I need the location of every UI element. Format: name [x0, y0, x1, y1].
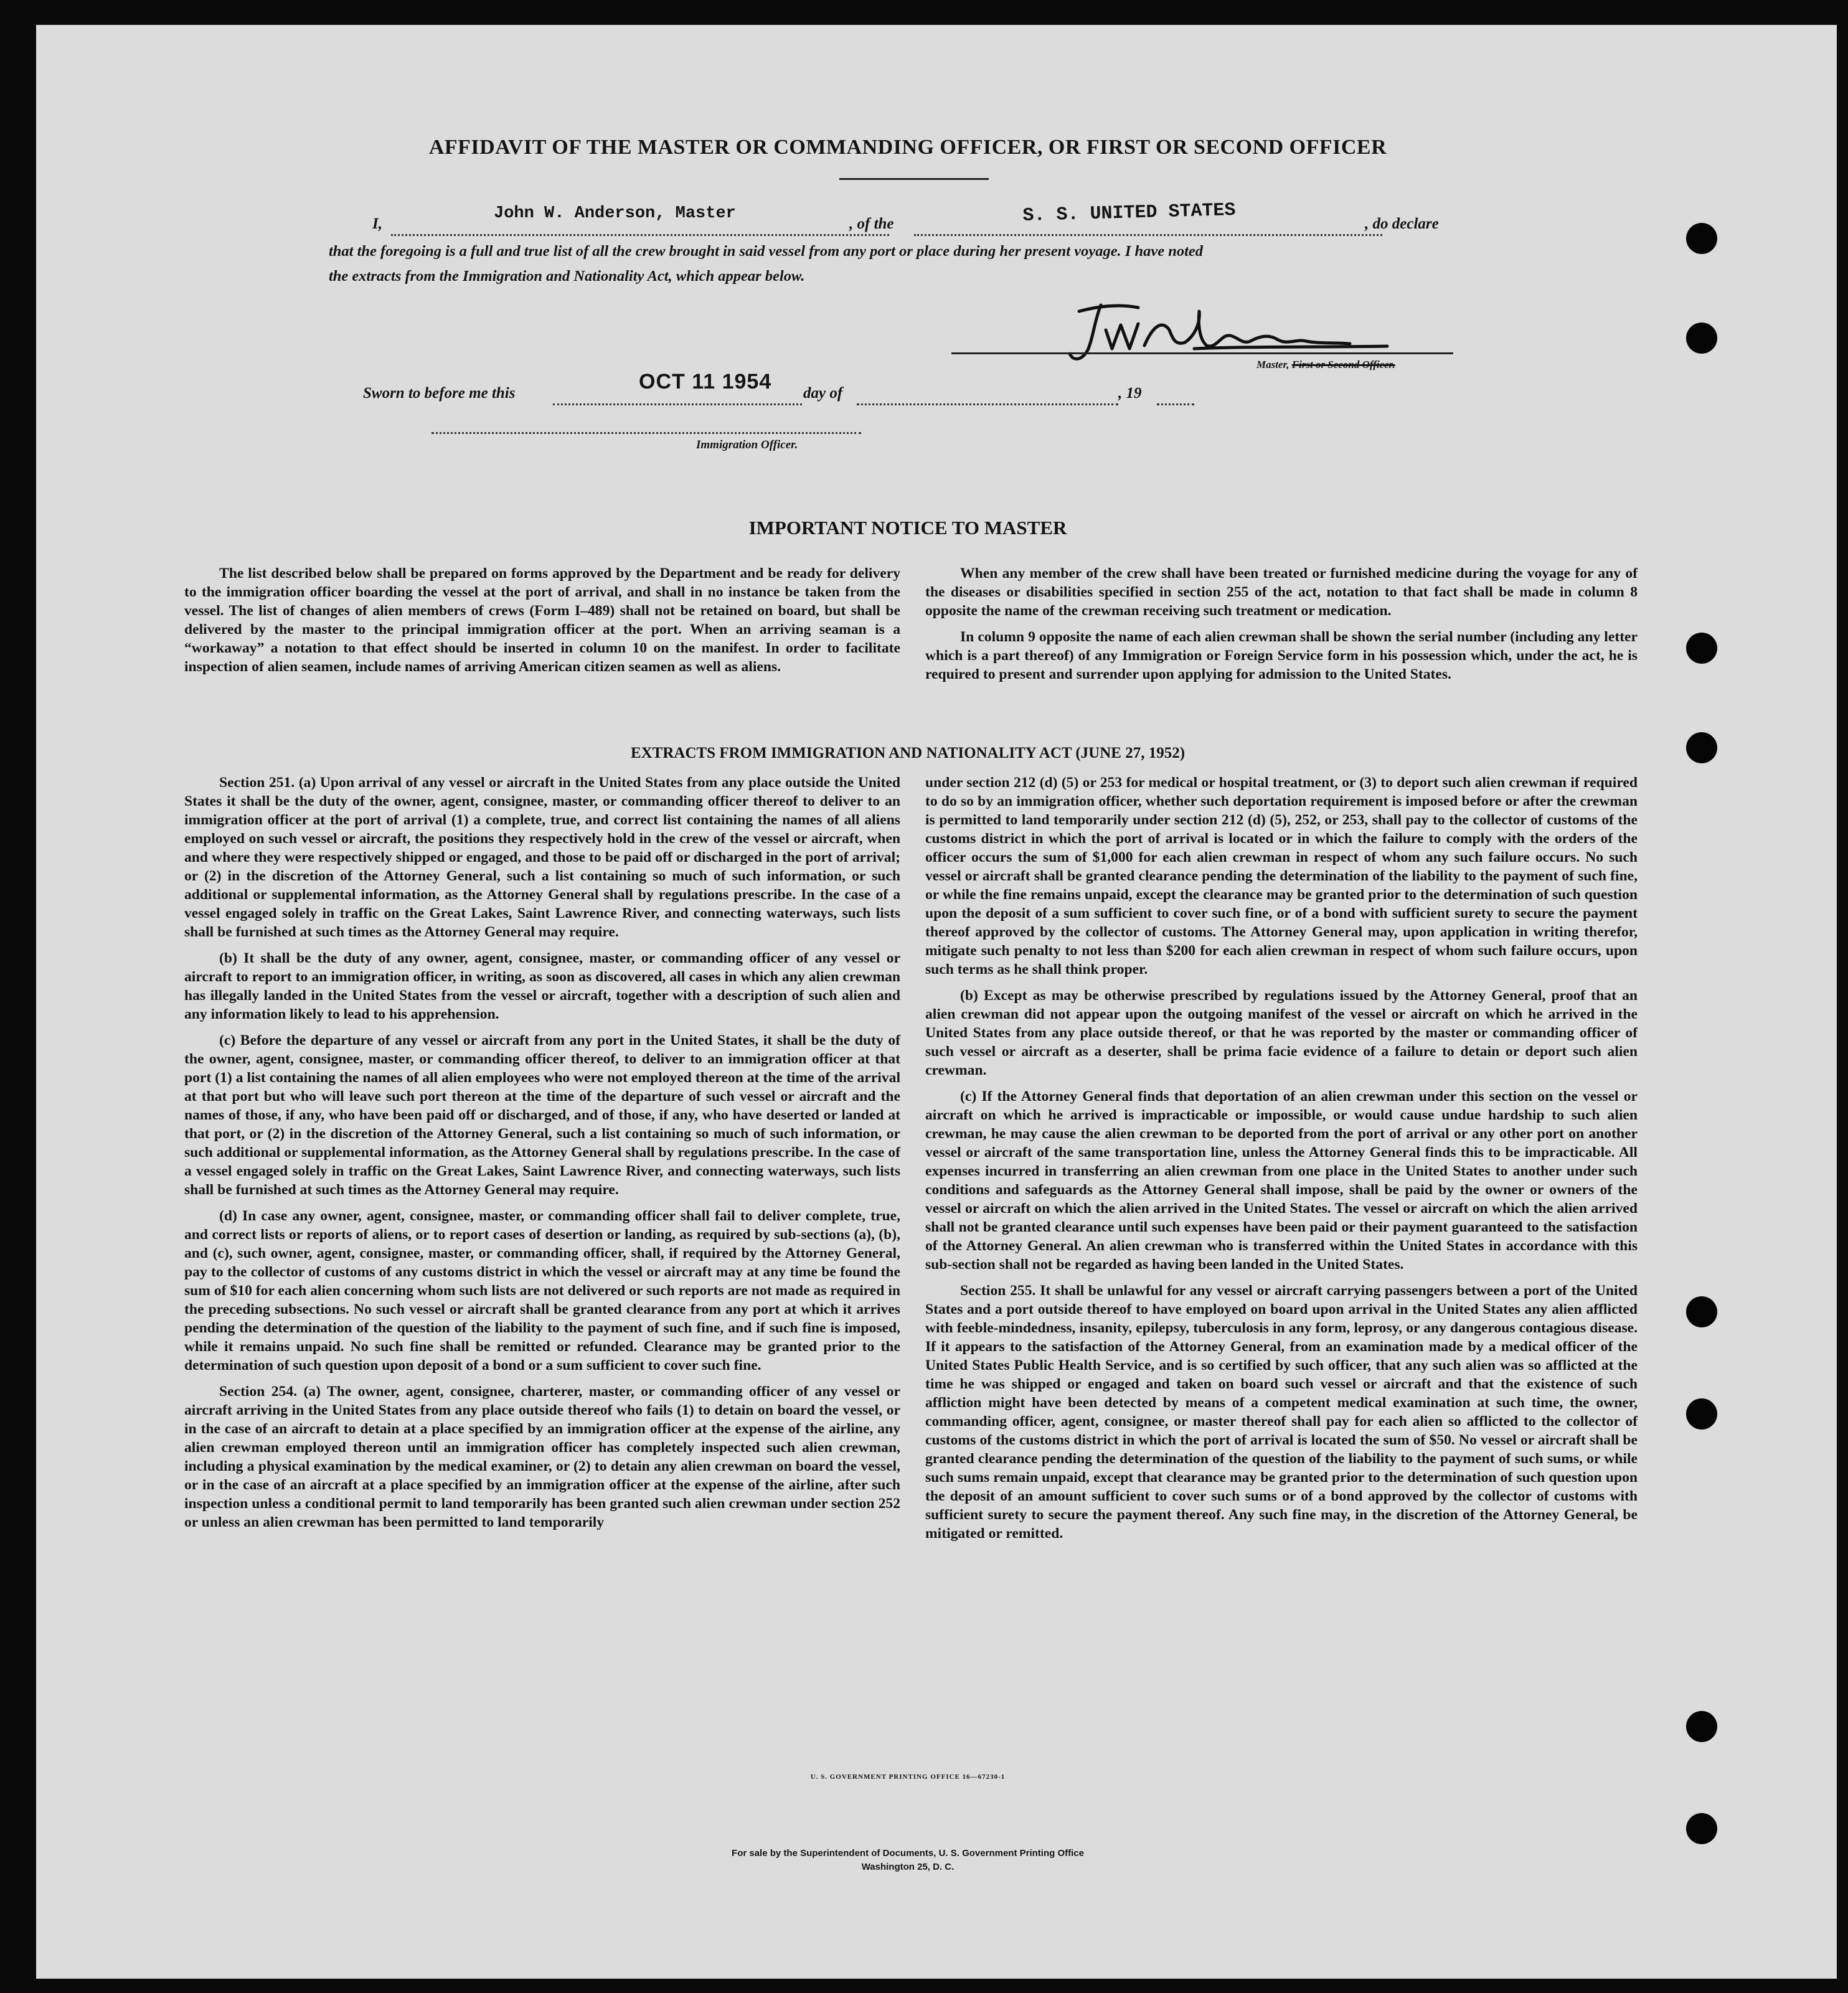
sale-line-2: Washington 25, D. C. — [861, 1862, 955, 1872]
day-of-label: day of — [803, 385, 843, 402]
punch-hole — [1686, 323, 1717, 354]
section-251-b: (b) It shall be the duty of any owner, agent, consignee, master, or commanding officer of any vessel or aircraft to report to an immigration officer, in writing, as soon as discovered, all cases in which any alien crewman has illegally landed in the United States from the vessel or aircraft, together with a description of such alien and any information likely to lead to his apprehension. — [184, 950, 900, 1022]
extracts-left-column — [184, 773, 900, 1539]
signer-title-struck: First or Second Officer. — [1291, 359, 1395, 370]
year-field-line — [1157, 403, 1194, 405]
section-251-a: Section 251. (a) Upon arrival of any vessel or aircraft in the United States from any place outside the United States it shall be the duty of the owner, agent, consignee, master, or commanding officer thereof to deliver to an immigration officer at the port of arrival (1) a complete, true, and correct list containing the names of all aliens employed on such vessel or aircraft, the positions they respectively hold in the crew of the vessel or aircraft, when and where they were respectively shipped or engaged, and those to be paid off or discharged in the port of arrival; or (2) in the discretion of the Attorney General, such a list containing so much of such information, or such additional or supplemental information, as the Attorney General shall by regulations prescribe. In the case of a vessel engaged solely in traffic on the Great Lakes, Saint Lawrence River, and connecting waterways, such lists shall be furnished at such times as the Attorney General may require. — [184, 775, 900, 940]
printer-line: U. S. GOVERNMENT PRINTING OFFICE 16—67230-1 — [810, 1773, 1006, 1781]
punch-hole — [1686, 1398, 1717, 1430]
declaration-line-2: the extracts from the Immigration and Nationality Act, which appear below. — [329, 268, 805, 285]
sworn-date-stamp[interactable]: OCT 11 1954 — [639, 370, 772, 393]
punch-hole — [1686, 1813, 1717, 1844]
sale-line-1: For sale by the Superintendent of Documents, U. S. Government Printing Office — [732, 1848, 1084, 1859]
section-254-b: (b) Except as may be otherwise prescribed by regulations issued by the Attorney General, proof that an alien crewman did not appear upon the outgoing manifest of the vessel or aircraft on which he arrived in the United States from any place outside thereof, or that he was reported by the master or commanding officer of such vessel or aircraft as a deserter, shall be prima facie evidence of a failure to detain or deport such alien crewman. — [925, 987, 1638, 1078]
document-page — [36, 25, 1837, 1979]
punch-hole — [1686, 223, 1717, 254]
month-field-line — [857, 403, 1118, 405]
punch-hole — [1686, 732, 1717, 763]
section-254-c: (c) If the Attorney General finds that deportation of an alien crewman under this section on the vessel or aircraft on which he arrived is impracticable or impossible, or would cause undue hardship to such alien crewman, he may cause the alien crewman to be deported from the port of arrival or any other port on another vessel or aircraft of the same transportation line, unless the Attorney General finds this to be impracticable. All expenses incurred in transferring an alien crewman from one place in the United States to another under such conditions and safeguards as the Attorney General shall impose, shall be paid by the owner or owners of the vessel or aircraft on which the alien arrived in the United States. The vessel or aircraft on which the alien arrived shall not be granted clearance until such expenses have been paid or their payment guaranteed to the satisfaction of the Attorney General. An alien crewman who is transferred within the United States in accordance with this sub-section shall not be regarded as having been landed in the United States. — [925, 1088, 1638, 1273]
signer-title-master: Master, — [1256, 359, 1292, 370]
sworn-date-line — [553, 403, 802, 405]
year-label: , 19 — [1118, 385, 1142, 402]
vessel-field-line — [914, 234, 1382, 236]
section-255: Section 255. It shall be unlawful for any vessel or aircraft carrying passengers between a port of the United States and a port outside thereof to have employed on board upon arrival in the United States any alien afflicted with feeble-mindedness, insanity, epilepsy, tuberculosis in any form, leprosy, or any dangerous contagious disease. If it appears to the satisfaction of the Attorney General, from an examination made by a medical officer of the United States Public Health Service, and is so certified by such officer, that any such alien was so afflicted at the time he was shipped or engaged and taken on board such vessel or aircraft and that the existence of such affliction might have been detected by means of a competent medical examination at such time, the owner, commanding officer, agent, consignee, or master thereof shall pay for each alien so afflicted to the collector of customs of the customs district in which the port of arrival is located the sum of $50. No vessel or aircraft shall be granted clearance pending the determination of the question of the liability to the payment of such sums, or while such sums remain unpaid, except that clearance may be granted prior to the determination of such question upon the deposit of an amount sufficient to cover such sums or of a bond approved by the collector of customs with sufficient surety to secure the payment thereof. Any such fine may, in the discretion of the Attorney General, be mitigated or remitted. — [925, 1283, 1638, 1542]
officer-label: Immigration Officer. — [696, 438, 798, 451]
extracts-right-column — [925, 773, 1638, 1550]
declaration-line-1: that the foregoing is a full and true list of all the crew brought in said vessel from any port or place during her present voyage. I have noted — [329, 243, 1204, 260]
do-declare-label: , do declare — [1365, 215, 1439, 232]
punch-hole — [1686, 1711, 1717, 1742]
section-251-d: (d) In case any owner, agent, consignee, master, or commanding officer shall fail to deliver complete, true, and correct lists or reports of aliens, or to report cases of desertion or landing, as required by sub-sections (a), (b), and (c), such owner, agent, consignee, master, or commanding officer, shall, if required by the Attorney General, pay to the collector of customs of any customs district in which the vessel or aircraft may at any time be found the sum of $10 for each alien concerning whom such lists are not delivered or such reports are not made as required in the preceding subsections. No such vessel or aircraft shall be granted clearance from any port at which it arrives pending the determination of the question of the liability to the payment of such fine, and if such fine is imposed, while it remains unpaid. No such fine shall be remitted or refunded. Clearance may be granted prior to the determination of such question upon deposit of a bond or a sum sufficient to cover such fine. — [184, 1208, 900, 1373]
affidavit-title: AFFIDAVIT OF THE MASTER OR COMMANDING OFFICER, OR FIRST OR SECOND OFFICER — [428, 136, 1387, 159]
section-254-a-continued: under section 212 (d) (5) or 253 for medical or hospital treatment, or (3) to deport such alien crewman if required to do so by an immigration officer, whether such deportation requirement is imposed before or after the crewman is permitted to land temporarily under section 212 (d) (5), 252, or 253, shall pay to the collector of customs of the customs district in which the port of arrival is located or in which the failure to comply with the orders of the officer occurs the sum of $1,000 for each alien crewman in respect of whom any such failure occurs. No such vessel or aircraft shall be granted clearance pending the determination of the liability to the payment of such fine, or while the fine remains unpaid, except the clearance may be granted prior to the determination of such question upon the deposit of a sum sufficient to cover such fine, or of a bond with sufficient surety to secure the payment thereof approved by the collector of customs. The Attorney General may, upon application in writing therefor, mitigate such penalty to not less than $200 for each alien crewman in respect of whom such failure occurs, upon such terms as he shall think proper. — [925, 775, 1638, 978]
vessel-name-field[interactable]: S. S. UNITED STATES — [1022, 200, 1236, 227]
section-254-a: Section 254. (a) The owner, agent, consignee, charterer, master, or commanding officer of any vessel or aircraft arriving in the United States from any place outside thereof who fails (1) to detain on board the vessel, or in the case of an aircraft to detain at a place specified by an immigration officer at the expense of the airline, any alien crewman employed thereon until an immigration officer has completely inspected such alien crewman, including a physical examination by the medical examiner, or (2) to detain any alien crewman on board the vessel, or in the case of an aircraft at a place specified by an immigration officer at the expense of the airline, after such inspection unless a conditional permit to land temporarily has been granted such alien crewman under section 252 or unless an alien crewman has been permitted to land temporarily — [184, 1383, 900, 1530]
punch-hole — [1686, 633, 1717, 664]
section-251-c: (c) Before the departure of any vessel or aircraft from any port in the United States, it shall be the duty of the owner, agent, consignee, master, or commanding officer thereof, to deliver to an immigration officer at that port (1) a list containing the names of all alien employees who were not employed thereon at the time of the arrival at that port but who will leave such port thereon at the time of the departure of such vessel or aircraft and the names of those, if any, who have been paid off or discharged, and of those, if any, who have deserted or landed at that port, or (2) in the discretion of the Attorney General, such a list containing so much of such information, or such additional or supplemental information, as the Attorney General shall by regulations prescribe. In the case of a vessel engaged solely in traffic on the Great Lakes, Saint Lawrence River, and connecting waterways, such lists shall be furnished at such times as the Attorney General may require. — [184, 1032, 900, 1198]
of-the-label: , of the — [849, 215, 894, 232]
notice-left-paragraph: The list described below shall be prepared on forms approved by the Department and be ready for delivery to the immigration officer boarding the vessel at the port of arrival, and shall in no instance be taken from the vessel. The list of changes of alien members of crews (Form I–489) shall not be retained on board, but shall be delivered by the master to the principal immigration officer at the port. When an arriving seaman is a “workaway” a notation to that effect should be inserted in column 10 on the manifest. In order to facilitate inspection of alien seamen, include names of arriving American citizen seamen as well as aliens. — [184, 565, 900, 675]
officer-signature-line — [431, 432, 861, 434]
title-rule — [839, 178, 989, 180]
sworn-label: Sworn to before me this — [363, 385, 516, 402]
extracts-title: EXTRACTS FROM IMMIGRATION AND NATIONALITY ACT (JUNE 27, 1952) — [630, 745, 1186, 761]
master-name-field[interactable]: John W. Anderson, Master — [494, 204, 736, 223]
notice-right-paragraph-2: In column 9 opposite the name of each alien crewman shall be shown the serial number (including any letter which is a part thereof) of any Immigration or Foreign Service form in his possession which, under the act, he is required to present and surrender upon applying for admission to the United States. — [925, 629, 1638, 682]
notice-title: IMPORTANT NOTICE TO MASTER — [748, 517, 1067, 539]
name-field-line — [391, 234, 889, 236]
notice-right-paragraph-1: When any member of the crew shall have been treated or furnished medicine during the voyage for any of the diseases or disabilities specified in section 255 of the act, notation to that fact shall be made in column 8 opposite the name of the crewman receiving such treatment or medication. — [925, 565, 1638, 619]
punch-hole — [1686, 1296, 1717, 1327]
i-label: I, — [372, 215, 382, 232]
notice-left-column — [184, 564, 900, 684]
signer-title — [1256, 359, 1395, 371]
notice-right-column — [925, 564, 1638, 691]
signature-line — [951, 352, 1453, 354]
